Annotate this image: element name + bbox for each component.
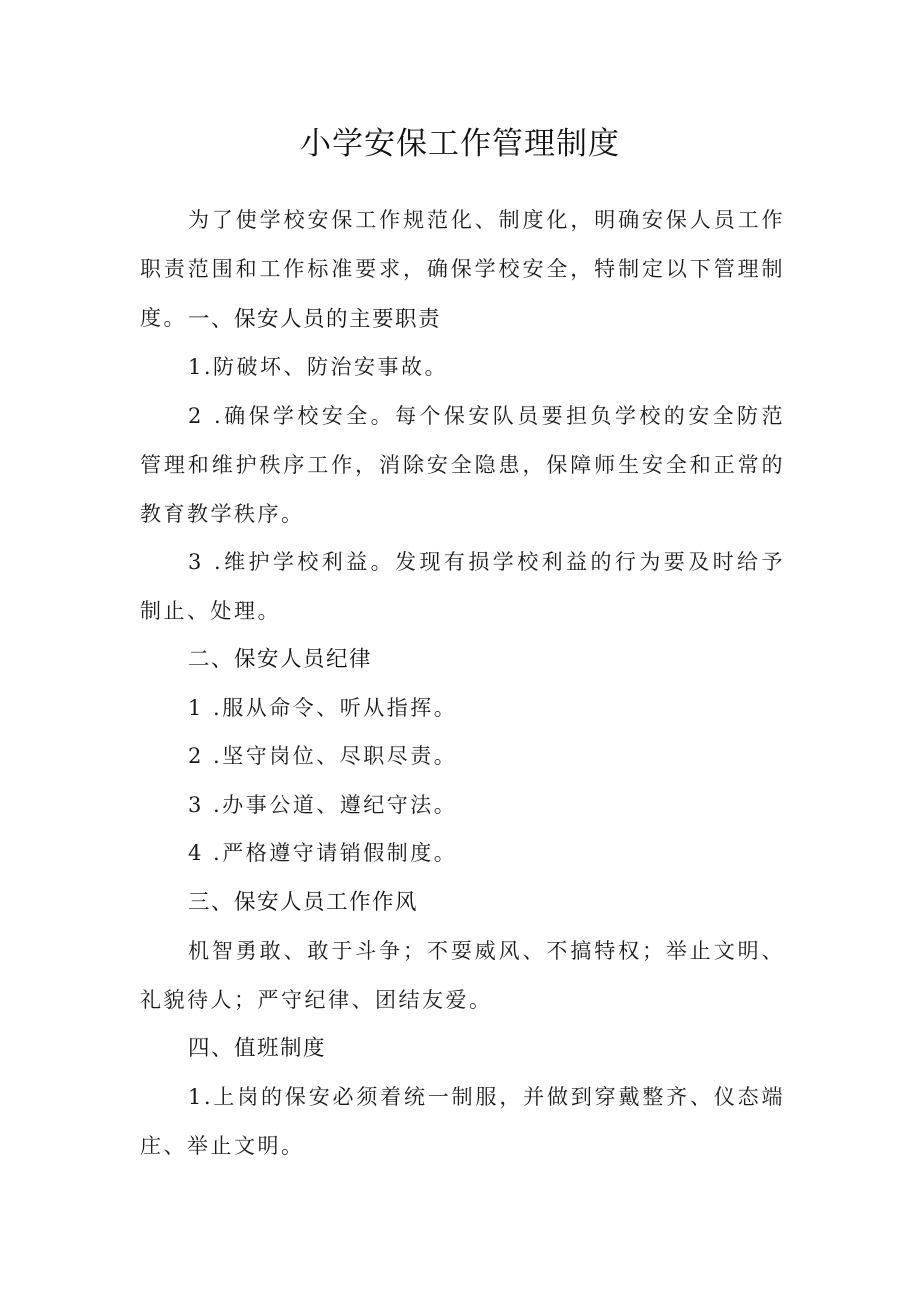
section-1-item-1: 1.防破坏、防治安事故。 <box>188 355 449 379</box>
section-3-item-1: 机智勇敢、敢于斗争；不耍威风、不搞特权；举止文明、礼貌待人；严守纪律、团结友爱。 <box>140 939 785 1012</box>
section-1-item-3: 3 .维护学校利益。发现有损学校利益的行为要及时给予制止、处理。 <box>140 550 785 623</box>
section-2-item-2: 2 .坚守岗位、尽职尽责。 <box>188 744 458 768</box>
section-heading-3: 三、保安人员工作作风 <box>188 890 419 915</box>
section-heading-2: 二、保安人员纪律 <box>188 647 373 672</box>
section-4-item-1: 1.上岗的保安必须着统一制服，并做到穿戴整齐、仪态端庄、举止文明。 <box>140 1085 785 1158</box>
section-heading-4: 四、值班制度 <box>188 1036 327 1061</box>
section-2-item-1: 1 .服从命令、听从指挥。 <box>188 696 458 720</box>
section-2-item-4: 4 .严格遵守请销假制度。 <box>188 841 458 865</box>
section-1-item-2: 2 .确保学校安全。每个保安队员要担负学校的安全防范管理和维护秩序工作，消除安全隐患，保障师生安全和正常的教育教学秩序。 <box>140 404 785 526</box>
intro-paragraph: 为了使学校安保工作规范化、制度化，明确安保人员工作职责范围和工作标准要求，确保学校安全，特制定以下管理制度。 <box>140 208 785 330</box>
section-heading-1: 一、保安人员的主要职责 <box>188 307 442 332</box>
document-title: 小学安保工作管理制度 <box>300 126 620 162</box>
section-2-item-3: 3 .办事公道、遵纪守法。 <box>188 793 458 817</box>
